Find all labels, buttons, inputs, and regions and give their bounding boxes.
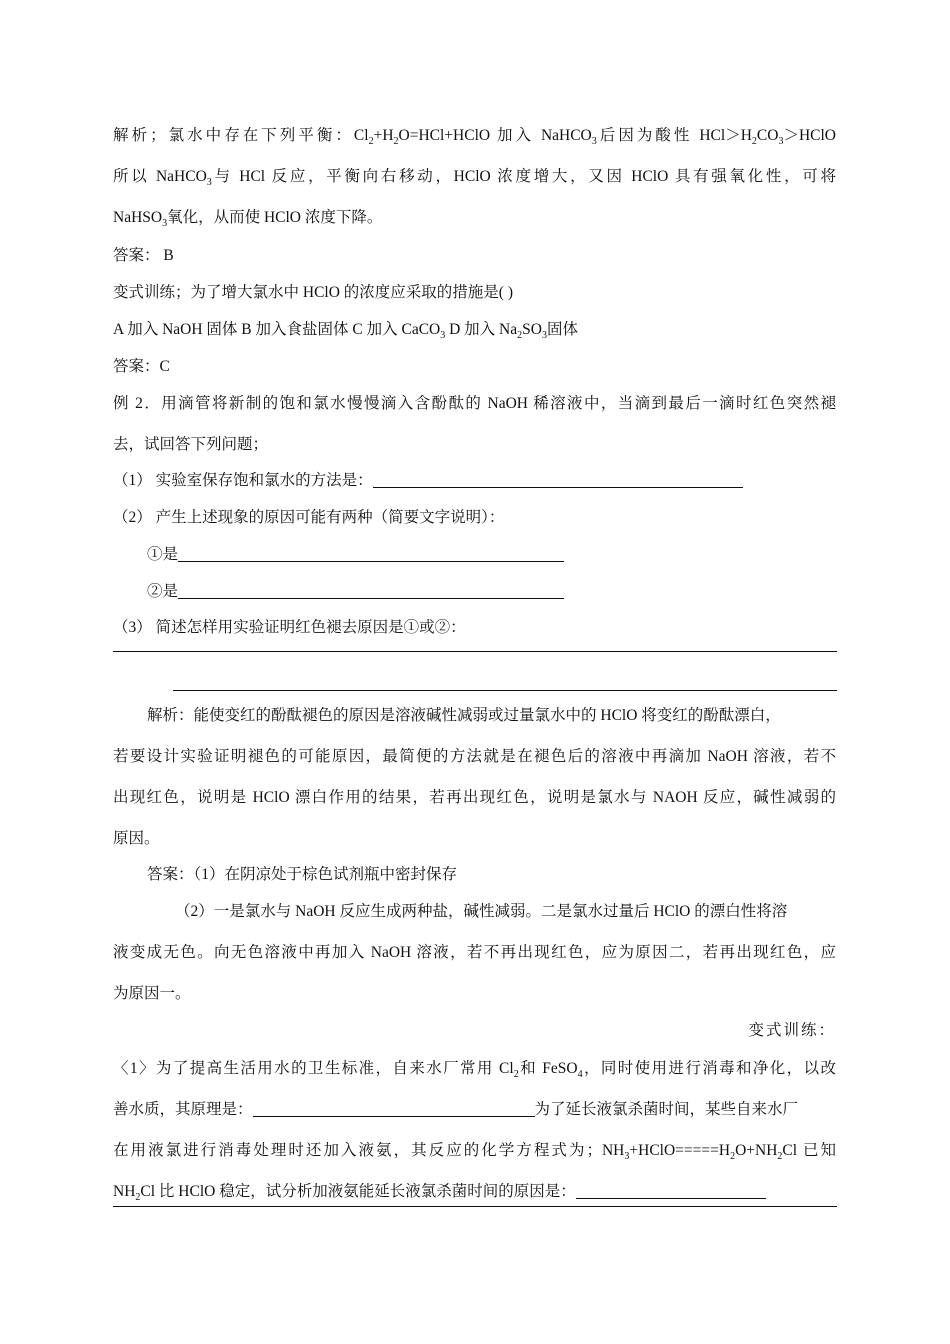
question2-reason2: ②是 <box>147 581 564 603</box>
answer2-part2-line1: （2）一是氯水与 NaOH 反应生成两种盐，碱性减弱。二是氯水过量后 HClO 的漂白性将溶 <box>175 903 788 920</box>
variant2-title: 变式训练： <box>748 1022 836 1039</box>
answer-rule <box>173 690 837 691</box>
answer2-part2-line2: 液变成无色。向无色溶液中再加入 NaOH 溶液，若不再出现红色，应为原因二，若再出现红色，应 <box>113 944 836 961</box>
analysis1-line1: 解析；氯水中存在下列平衡：$Cl_2+H_2O=HCl+HClO$ 加入 NaHCO$_3$后因为酸性 $HCl>H_2CO_3>HClO$ <box>113 127 836 148</box>
variant2-line1: 〈1〉为了提高生活用水的卫生标准，自来水厂常用 $Cl_2$和 FeSO$_4$，同时使用进行消毒和净化，以改 <box>113 1060 836 1081</box>
answer-rule <box>113 1206 837 1207</box>
question1: （1） 实验室保存饱和氯水的方法是： <box>113 470 743 492</box>
example2-line2: 去，试回答下列问题； <box>113 436 269 453</box>
question3: （3） 简述怎样用实验证明红色褪去原因是①或②： <box>113 619 466 636</box>
variant2-line2: 善水质，其原理是： 为了延长液氯杀菌时间，某些自来水厂 <box>113 1101 799 1118</box>
example2-line1: 例 2．用滴管将新制的饱和氯水慢慢滴入含酚酞的 NaOH 稀溶液中，当滴到最后一滴时红色突然褪 <box>113 395 836 412</box>
analysis2-line2: 若要设计实验证明褪色的可能原因，最简便的方法就是在褪色后的溶液中再滴加 NaOH 溶液，若不 <box>113 748 836 765</box>
analysis1-line2: 所以 NaHCO$_3$与 HCl 反应，平衡向右移动，HClO 浓度增大，又因 HClO 具有强氧化性，可将 <box>113 168 836 189</box>
answer-rule <box>113 651 837 652</box>
answer2-part2-line3: 为原因一。 <box>113 985 191 1002</box>
answer-blank <box>576 1182 766 1199</box>
analysis2-line4: 原因。 <box>113 830 160 847</box>
analysis2-line1: 解析：能使变红的酚酞褪色的原因是溶液碱性减弱或过量氯水中的 HClO 将变红的酚酞漂白， <box>147 707 781 724</box>
answer1: 答案： B <box>113 247 174 264</box>
question2: （2） 产生上述现象的原因可能有两种（简要文字说明）： <box>113 509 505 526</box>
analysis1-line3: NaHSO$_3$氧化，从而使 HClO 浓度下降。 <box>113 209 383 230</box>
variant2-line3: 在用液氯进行消毒处理时还加入液氨，其反应的化学方程式为；$NH_3+HClO=====H_2O+NH_2Cl$ 已知 <box>113 1142 836 1163</box>
answer-blank <box>373 471 743 488</box>
analysis2-line3: 出现红色，说明是 HClO 漂白作用的结果，若再出现红色，说明是氯水与 NAOH 反应，碱性减弱的 <box>113 789 836 806</box>
variant1-options: A 加入 NaOH 固体 B 加入食盐固体 C 加入 CaCO$_3$ D 加入 $Na_2SO_3$固体 <box>113 321 578 342</box>
variant1-answer: 答案：C <box>113 358 170 375</box>
variant1-question: 变式训练；为了增大氯水中 HClO 的浓度应采取的措施是( ) <box>113 284 513 301</box>
answer2-part1: 答案：（1）在阴凉处于棕色试剂瓶中密封保存 <box>147 866 458 883</box>
answer-blank <box>253 1100 535 1117</box>
variant2-line4: $NH_2Cl$ 比 HClO 稳定，试分析加液氨能延长液氯杀菌时间的原因是： <box>113 1181 766 1203</box>
answer-blank <box>178 545 564 562</box>
answer-blank <box>178 582 564 599</box>
question2-reason1: ①是 <box>147 544 564 566</box>
